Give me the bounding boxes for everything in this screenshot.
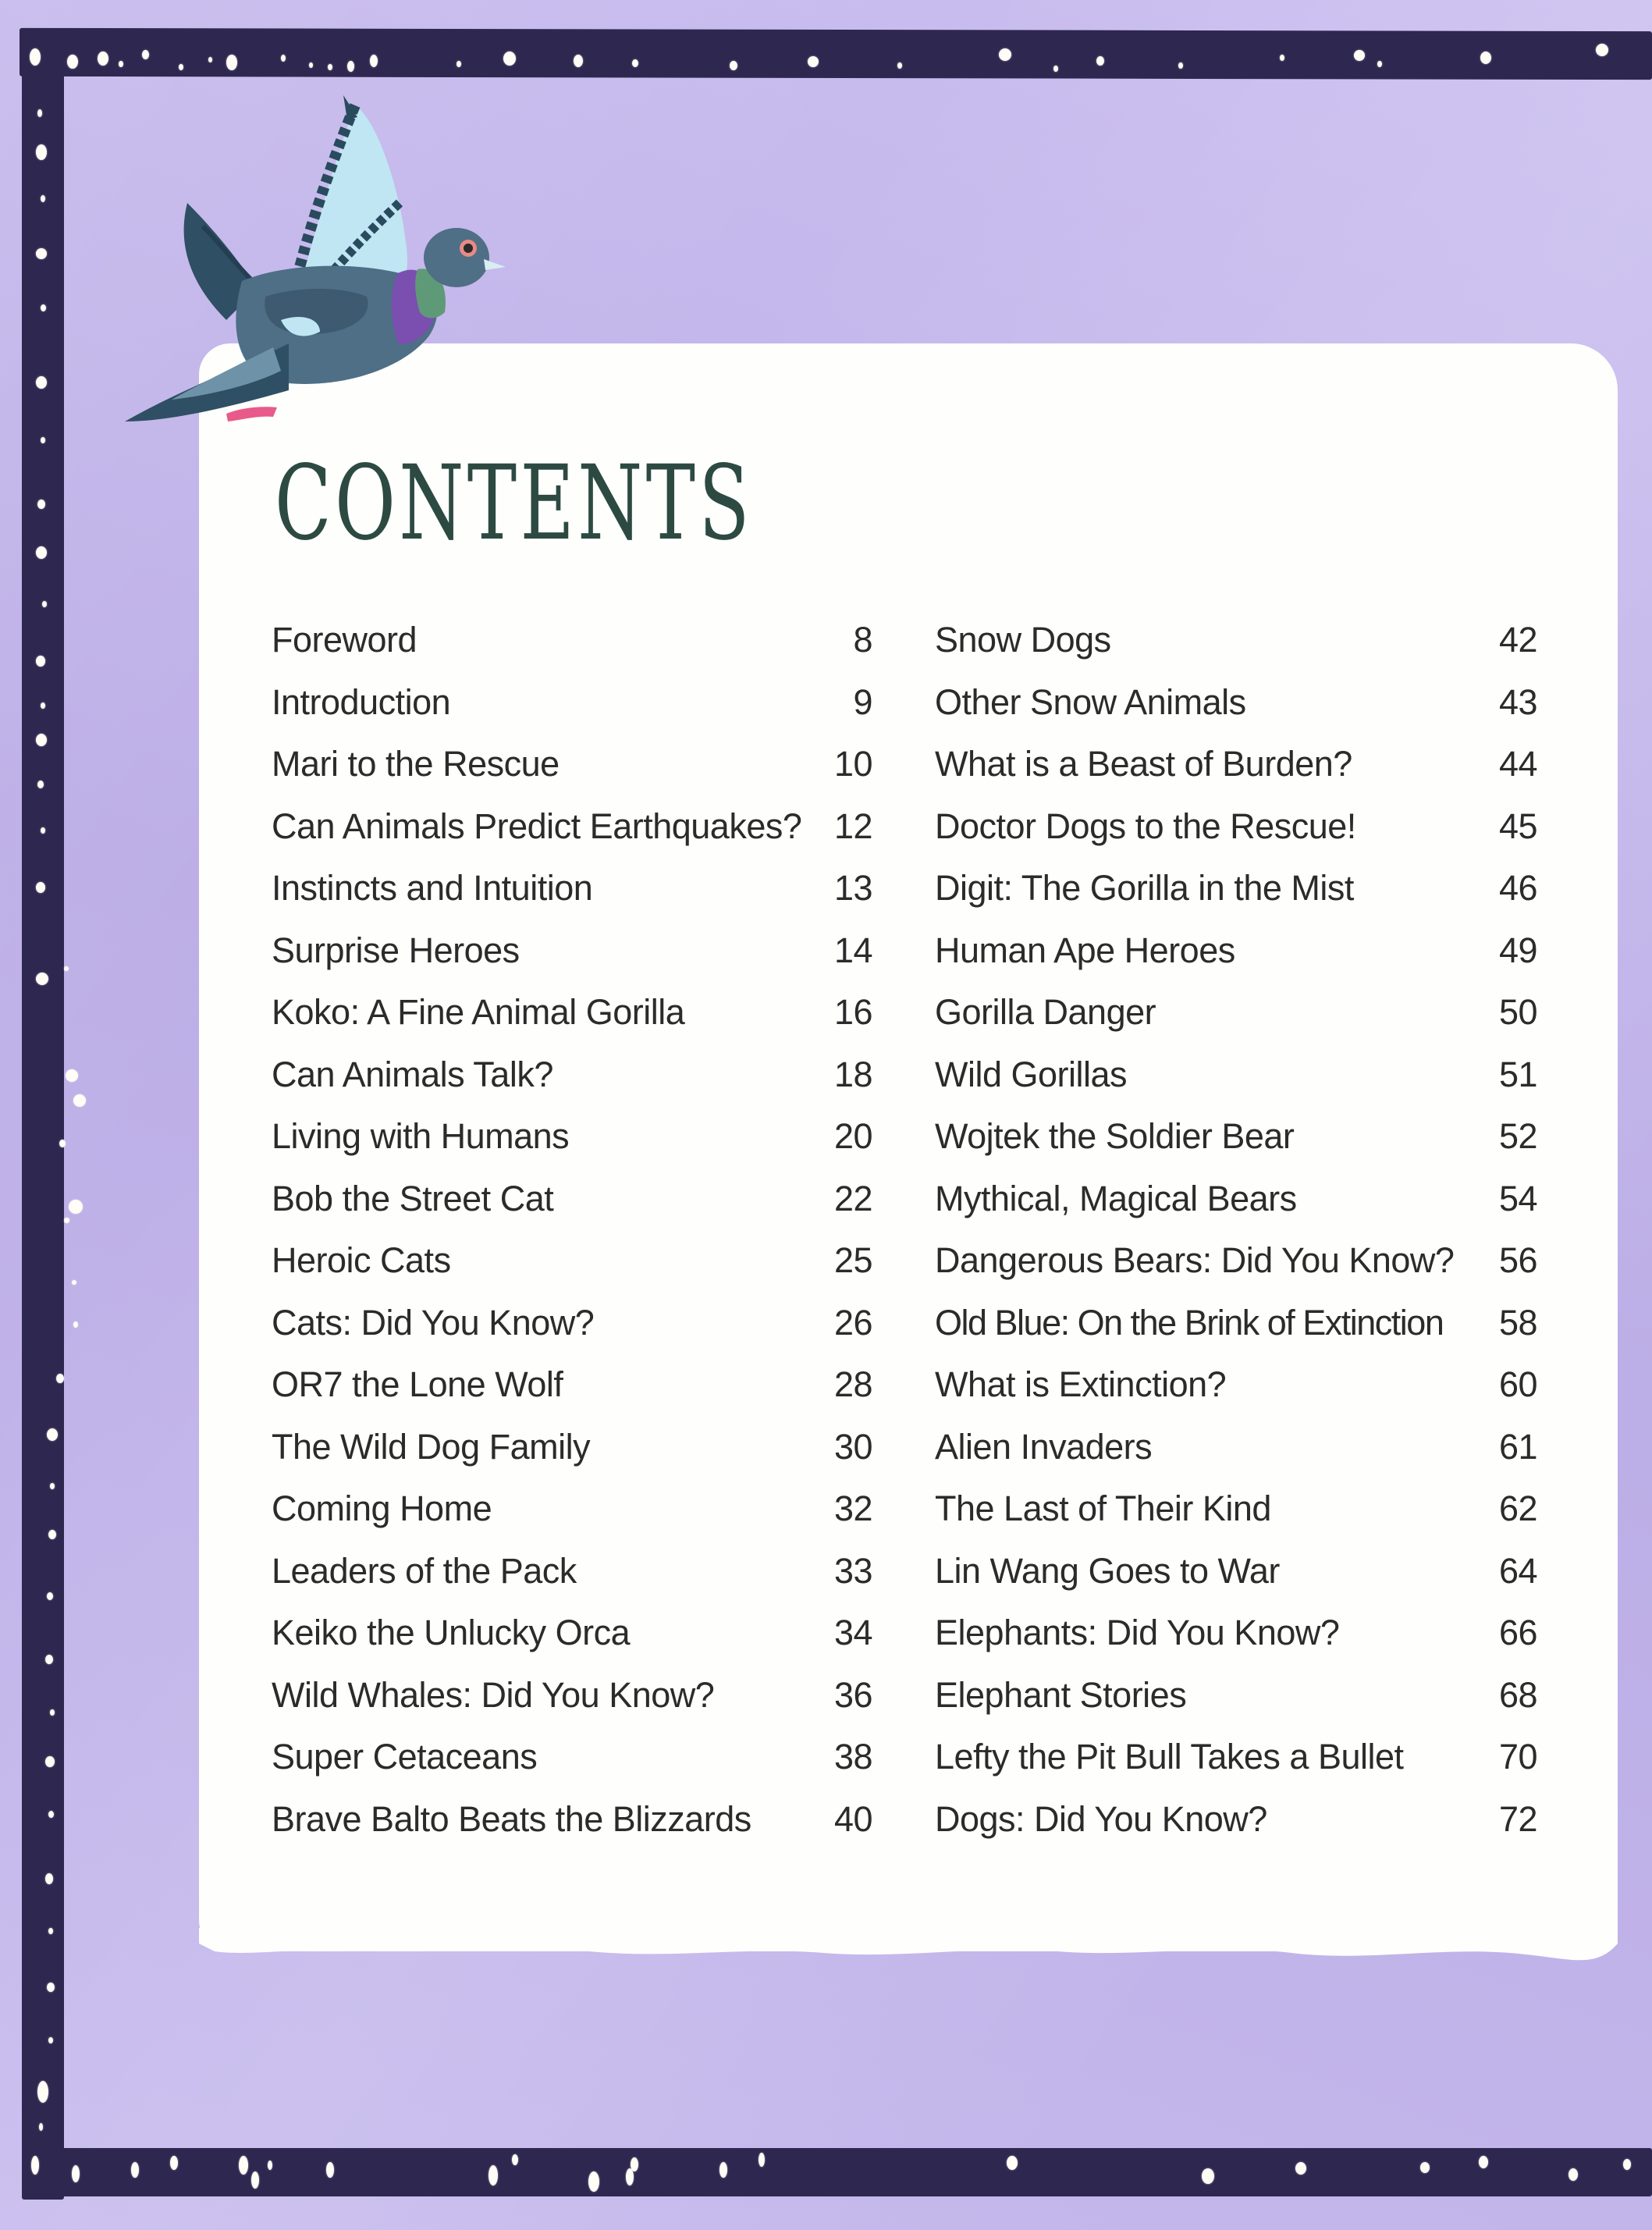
toc-entry-page: 26	[833, 1302, 872, 1343]
toc-entry[interactable]	[272, 1229, 872, 1292]
toc-entry[interactable]	[272, 795, 872, 858]
toc-entry-title: Other Snow Animals	[935, 681, 1246, 722]
toc-entry-page: 62	[1498, 1488, 1537, 1528]
toc-entry[interactable]	[935, 919, 1537, 982]
toc-entry[interactable]	[935, 1044, 1537, 1106]
toc-entry-page: 54	[1498, 1178, 1537, 1218]
toc-entry[interactable]	[272, 609, 872, 671]
toc-entry-page: 56	[1498, 1240, 1537, 1280]
toc-entry[interactable]	[272, 1478, 872, 1540]
toc-entry[interactable]	[935, 733, 1537, 795]
toc-entry-title: Brave Balto Beats the Blizzards	[272, 1798, 751, 1839]
toc-entry-page: 70	[1498, 1737, 1537, 1777]
toc-entry[interactable]	[272, 1602, 872, 1664]
toc-entry-page: 28	[833, 1364, 872, 1404]
toc-entry[interactable]	[935, 1478, 1537, 1540]
toc-entry-title: Lin Wang Goes to War	[935, 1550, 1280, 1591]
toc-entry[interactable]	[935, 795, 1537, 858]
toc-entry-page: 61	[1498, 1426, 1537, 1467]
toc-entry[interactable]	[272, 981, 872, 1044]
toc-entry[interactable]	[935, 1726, 1537, 1788]
toc-entry-page: 51	[1498, 1054, 1537, 1094]
toc-entry-title: Mari to the Rescue	[272, 744, 560, 784]
toc-entry[interactable]	[935, 1105, 1537, 1168]
toc-entry-title: Wojtek the Soldier Bear	[935, 1116, 1295, 1156]
toc-entry[interactable]	[935, 1602, 1537, 1664]
toc-entry-page: 38	[833, 1737, 872, 1777]
toc-entry[interactable]	[935, 981, 1537, 1044]
toc-entry-page: 52	[1498, 1116, 1537, 1156]
toc-entry-title: Can Animals Talk?	[272, 1054, 553, 1094]
toc-entry[interactable]	[935, 1168, 1537, 1230]
toc-entry-title: What is Extinction?	[935, 1364, 1227, 1404]
toc-entry-title: Elephant Stories	[935, 1674, 1187, 1715]
toc-entry-title: Mythical, Magical Bears	[935, 1178, 1297, 1218]
toc-entry[interactable]	[272, 919, 872, 982]
toc-entry-title: Surprise Heroes	[272, 930, 520, 970]
toc-entry-title: Old Blue: On the Brink of Extinction	[935, 1302, 1444, 1343]
toc-entry-title: Koko: A Fine Animal Gorilla	[272, 992, 685, 1032]
toc-entry-page: 9	[853, 681, 872, 722]
toc-entry[interactable]	[272, 671, 872, 734]
toc-entry-title: The Last of Their Kind	[935, 1488, 1271, 1528]
frame-left-border	[22, 30, 64, 2200]
panel-wavy-edge	[199, 1928, 1618, 1975]
toc-entry[interactable]	[935, 1788, 1537, 1851]
toc-entry-page: 14	[833, 930, 872, 970]
toc-entry-title: Dogs: Did You Know?	[935, 1798, 1267, 1839]
toc-entry-title: Cats: Did You Know?	[272, 1302, 595, 1343]
toc-right-column	[935, 609, 1537, 1850]
toc-entry-page: 64	[1498, 1550, 1537, 1591]
toc-entry-title: Dangerous Bears: Did You Know?	[935, 1240, 1455, 1280]
toc-entry-page: 33	[833, 1550, 872, 1591]
toc-entry[interactable]	[272, 733, 872, 795]
toc-entry-title: Super Cetaceans	[272, 1737, 538, 1777]
toc-entry[interactable]	[935, 1416, 1537, 1478]
toc-entry-page: 50	[1498, 992, 1537, 1032]
toc-left-column	[272, 609, 872, 1850]
toc-entry-page: 43	[1498, 681, 1537, 722]
toc-entry-title: What is a Beast of Burden?	[935, 744, 1352, 784]
toc-entry-page: 22	[833, 1178, 872, 1218]
toc-entry-title: Leaders of the Pack	[272, 1550, 577, 1591]
toc-entry-page: 68	[1498, 1674, 1537, 1715]
toc-entry-title: Wild Whales: Did You Know?	[272, 1674, 715, 1715]
toc-entry-page: 60	[1498, 1364, 1537, 1404]
toc-entry-page: 40	[833, 1798, 872, 1839]
toc-entry-title: Introduction	[272, 681, 451, 722]
toc-entry-page: 10	[833, 744, 872, 784]
toc-entry-page: 44	[1498, 744, 1537, 784]
toc-entry-page: 32	[833, 1488, 872, 1528]
toc-entry-page: 46	[1498, 868, 1537, 908]
toc-entry-title: Living with Humans	[272, 1116, 570, 1156]
toc-entry[interactable]	[272, 1168, 872, 1230]
toc-entry-title: Keiko the Unlucky Orca	[272, 1613, 631, 1652]
toc-entry-page: 25	[833, 1240, 872, 1280]
toc-entry-title: Instincts and Intuition	[272, 868, 593, 908]
toc-entry-title: Can Animals Predict Earthquakes?	[272, 806, 802, 846]
toc-entry-page: 58	[1498, 1302, 1537, 1343]
toc-entry-page: 8	[853, 620, 872, 660]
toc-entry[interactable]	[935, 1353, 1537, 1416]
pigeon-illustration	[109, 86, 546, 476]
toc-entry[interactable]	[935, 1540, 1537, 1602]
frame-top-border	[20, 28, 1652, 80]
toc-entry-page: 13	[833, 868, 872, 908]
toc-entry-page: 16	[833, 992, 872, 1032]
toc-entry[interactable]	[272, 1416, 872, 1478]
toc-entry[interactable]	[272, 1292, 872, 1354]
toc-entry-title: Snow Dogs	[935, 620, 1111, 660]
toc-entry[interactable]	[272, 1726, 872, 1788]
toc-entry-title: Lefty the Pit Bull Takes a Bullet	[935, 1737, 1404, 1777]
toc-entry-page: 45	[1498, 806, 1537, 846]
toc-entry-title: Human Ape Heroes	[935, 930, 1235, 970]
toc-entry-title: Digit: The Gorilla in the Mist	[935, 868, 1354, 908]
toc-entry-page: 12	[833, 806, 872, 846]
toc-entry[interactable]	[935, 609, 1537, 671]
toc-entry[interactable]	[935, 1664, 1537, 1727]
toc-entry-title: Elephants: Did You Know?	[935, 1613, 1340, 1652]
toc-entry-title: Gorilla Danger	[935, 992, 1156, 1032]
toc-entry-page: 30	[833, 1426, 872, 1467]
toc-entry-page: 20	[833, 1116, 872, 1156]
toc-entry[interactable]	[935, 671, 1537, 734]
toc-entry-title: Alien Invaders	[935, 1426, 1153, 1467]
toc-entry-title: The Wild Dog Family	[272, 1426, 591, 1467]
toc-entry-title: Wild Gorillas	[935, 1054, 1128, 1094]
toc-entry[interactable]	[935, 1229, 1537, 1292]
toc-entry[interactable]	[272, 1105, 872, 1168]
toc-entry-title: Bob the Street Cat	[272, 1178, 554, 1218]
page-title: CONTENTS	[275, 443, 753, 564]
toc-entry-page: 72	[1498, 1798, 1537, 1839]
toc-entry-title: OR7 the Lone Wolf	[272, 1364, 563, 1404]
toc-entry[interactable]	[272, 1540, 872, 1602]
toc-entry[interactable]	[272, 857, 872, 919]
toc-entry-page: 42	[1498, 620, 1537, 660]
toc-entry-page: 49	[1498, 930, 1537, 970]
toc-entry-page: 66	[1498, 1613, 1537, 1652]
toc-entry-title: Heroic Cats	[272, 1240, 451, 1280]
toc-entry[interactable]	[272, 1353, 872, 1416]
toc-entry-page: 36	[833, 1674, 872, 1715]
toc-entry-title: Doctor Dogs to the Rescue!	[935, 806, 1356, 846]
toc-entry[interactable]	[935, 1292, 1537, 1354]
toc-entry-page: 34	[833, 1613, 872, 1652]
toc-entry[interactable]	[935, 857, 1537, 919]
toc-entry[interactable]	[272, 1788, 872, 1851]
toc-entry[interactable]	[272, 1664, 872, 1727]
toc-entry[interactable]	[272, 1044, 872, 1106]
frame-bottom-border	[22, 2148, 1652, 2196]
toc-entry-page: 18	[833, 1054, 872, 1094]
toc-entry-title: Coming Home	[272, 1488, 492, 1528]
toc-entry-title: Foreword	[272, 620, 417, 660]
